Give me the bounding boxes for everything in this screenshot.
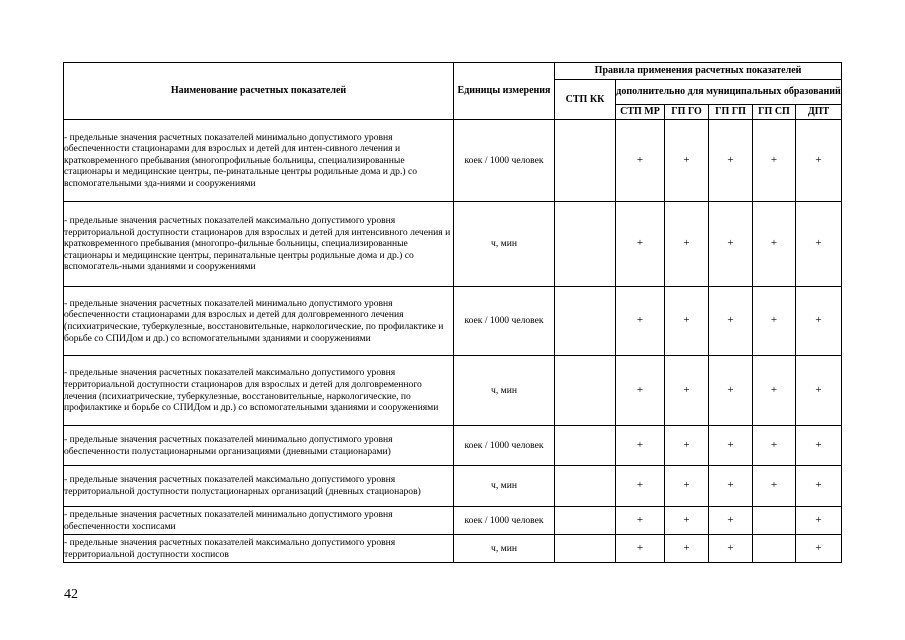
stp-kk-cell — [555, 507, 616, 535]
header-sub-gp-sp: ГП СП — [753, 105, 796, 120]
stp-kk-cell — [555, 202, 616, 287]
stp-mr-cell: + — [616, 535, 665, 563]
gp-gp-cell: + — [709, 507, 753, 535]
table-row — [64, 507, 842, 535]
stp-mr-cell: + — [616, 287, 665, 356]
stp-kk-cell — [555, 287, 616, 356]
gp-sp-cell: + — [753, 287, 796, 356]
gp-sp-cell: + — [753, 120, 796, 202]
gp-gp-cell: + — [709, 202, 753, 287]
table-row — [64, 466, 842, 507]
gp-go-cell: + — [665, 287, 709, 356]
dpt-cell: + — [796, 120, 842, 202]
gp-sp-cell: + — [753, 466, 796, 507]
indicator-unit: ч, мин — [454, 202, 555, 287]
table-header — [64, 63, 842, 120]
stp-kk-cell — [555, 356, 616, 426]
gp-go-cell: + — [665, 426, 709, 466]
indicator-unit: ч, мин — [454, 535, 555, 563]
indicator-name: - предельные значения расчетных показателей максимально допустимого уровня территориальной доступности стационаров для взрослых и детей для долговременного лечения (психиатрические, туберкулезные, восстановительные, наркологические, по профилактике и борьбе со СПИДом и др.) со вспомогательными зданиями и сооружениями — [64, 356, 454, 426]
gp-go-cell: + — [665, 466, 709, 507]
indicator-name: - предельные значения расчетных показателей минимально допустимого уровня обеспеченности стационарами для взрослых и детей для долговременного лечения (психиатрические, туберкулезные, восстановительные, наркологические, по профилактике и борьбе со СПИДом и др.) со вспомогательными зданиями и сооружениями — [64, 287, 454, 356]
stp-mr-cell: + — [616, 356, 665, 426]
gp-sp-cell: + — [753, 202, 796, 287]
gp-gp-cell: + — [709, 287, 753, 356]
gp-sp-cell — [753, 535, 796, 563]
indicator-name: - предельные значения расчетных показателей минимально допустимого уровня обеспеченности стационарами для взрослых и детей для интен-сивного лечения и кратковременного пребывания (многопрофильные больницы, специализированные стационары и медицинские центры, пе-ринатальные центры родильные дома и др.) со вспомогательными зда-ниями и сооружениями — [64, 120, 454, 202]
header-rules-title: Правила применения расчетных показателей — [555, 63, 842, 80]
gp-gp-cell: + — [709, 356, 753, 426]
indicator-unit: ч, мин — [454, 356, 555, 426]
indicator-name: - предельные значения расчетных показателей максимально допустимого уровня территориальной доступности стационаров для взрослых и детей для интенсивного лечения и кратковременного пребывания (многопро-фильные больницы, специализированные стационары и медицинские центры, перинатальные центры родильные дома и др.) со вспомогатель-ными зданиями и сооружениями — [64, 202, 454, 287]
page-number: 42 — [64, 587, 78, 602]
indicator-unit: коек / 1000 человек — [454, 507, 555, 535]
stp-mr-cell: + — [616, 466, 665, 507]
stp-kk-cell — [555, 466, 616, 507]
gp-go-cell: + — [665, 507, 709, 535]
gp-sp-cell: + — [753, 426, 796, 466]
table-row — [64, 120, 842, 202]
dpt-cell: + — [796, 356, 842, 426]
stp-mr-cell: + — [616, 426, 665, 466]
dpt-cell: + — [796, 287, 842, 356]
header-sub-gp-go: ГП ГО — [665, 105, 709, 120]
dpt-cell: + — [796, 466, 842, 507]
gp-gp-cell: + — [709, 535, 753, 563]
header-units-column: Единицы измерения — [454, 63, 555, 120]
gp-gp-cell: + — [709, 426, 753, 466]
indicator-unit: коек / 1000 человек — [454, 287, 555, 356]
header-name-column: Наименование расчетных показателей — [64, 63, 454, 120]
gp-sp-cell — [753, 507, 796, 535]
gp-go-cell: + — [665, 120, 709, 202]
dpt-cell: + — [796, 426, 842, 466]
header-sub-gp-gp: ГП ГП — [709, 105, 753, 120]
header-stp-kk: СТП КК — [555, 80, 616, 120]
dpt-cell: + — [796, 507, 842, 535]
stp-kk-cell — [555, 535, 616, 563]
indicator-name: - предельные значения расчетных показателей минимально допустимого уровня обеспеченности хосписами — [64, 507, 454, 535]
gp-sp-cell: + — [753, 356, 796, 426]
indicator-unit: коек / 1000 человек — [454, 426, 555, 466]
gp-gp-cell: + — [709, 120, 753, 202]
gp-go-cell: + — [665, 202, 709, 287]
indicators-table — [63, 62, 842, 563]
indicator-name: - предельные значения расчетных показателей минимально допустимого уровня обеспеченности полустационарными организациями (дневными стационарами) — [64, 426, 454, 466]
stp-kk-cell — [555, 120, 616, 202]
stp-mr-cell: + — [616, 507, 665, 535]
table-row — [64, 356, 842, 426]
table-row — [64, 535, 842, 563]
dpt-cell: + — [796, 535, 842, 563]
indicator-unit: ч, мин — [454, 466, 555, 507]
indicator-name: - предельные значения расчетных показателей максимально допустимого уровня территориальной доступности полустационарных организаций (дневных стационаров) — [64, 466, 454, 507]
indicator-unit: коек / 1000 человек — [454, 120, 555, 202]
table-row — [64, 287, 842, 356]
gp-go-cell: + — [665, 535, 709, 563]
gp-go-cell: + — [665, 356, 709, 426]
header-additional: дополнительно для муниципальных образований — [616, 80, 842, 105]
header-sub-dpt: ДПТ — [796, 105, 842, 120]
indicator-name: - предельные значения расчетных показателей максимально допустимого уровня территориальной доступности хосписов — [64, 535, 454, 563]
dpt-cell: + — [796, 202, 842, 287]
table-row — [64, 202, 842, 287]
stp-mr-cell: + — [616, 202, 665, 287]
table-body — [64, 120, 842, 563]
stp-kk-cell — [555, 426, 616, 466]
gp-gp-cell: + — [709, 466, 753, 507]
table-row — [64, 426, 842, 466]
header-sub-stp-mr: СТП МР — [616, 105, 665, 120]
stp-mr-cell: + — [616, 120, 665, 202]
